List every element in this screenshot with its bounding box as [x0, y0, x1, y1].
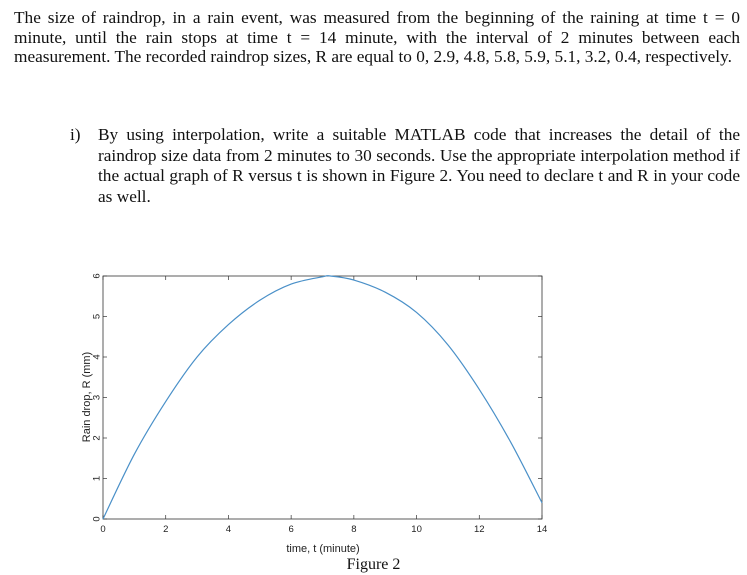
y-axis-label: Rain drop, R (mm) — [81, 351, 93, 443]
x-tick-label: 6 — [288, 524, 294, 535]
y-tick-label: 3 — [91, 394, 103, 401]
question-number: i) — [70, 125, 81, 144]
x-tick-label: 12 — [473, 524, 485, 535]
y-tick-label: 0 — [91, 516, 103, 522]
y-tick-label: 4 — [91, 354, 103, 360]
x-tick-label: 0 — [100, 524, 106, 535]
x-tick-label: 2 — [163, 524, 169, 535]
y-tick-label: 6 — [91, 273, 103, 279]
problem-statement: The size of raindrop, in a rain event, was measured from the beginning of the raining at time t = 0 minute, until the rain stops at time t = 14 minute, with the interval of 2 minutes between each measurement. The recorded raindrop sizes, R are equal to 0, 2.9, 4.8, 5.8, 5.9, 5.1, 3.2, 0.4, respectively. — [14, 8, 740, 67]
question-text: By using interpolation, write a suitable MATLAB code that increases the detail of the raindrop size data from 2 minutes to 30 seconds. Use the appropriate interpolation method if the actual graph of R versus t is shown in Figure 2. You need to declare t and R in your code as well. — [98, 125, 740, 206]
y-tick-label: 1 — [91, 475, 103, 482]
x-tick-label: 14 — [536, 524, 548, 535]
y-tick-label: 5 — [91, 313, 103, 320]
x-axis-label: time, t (minute) — [286, 543, 360, 555]
x-tick-label: 8 — [351, 524, 357, 535]
figure-caption: Figure 2 — [346, 556, 401, 573]
y-tick-label: 2 — [91, 435, 103, 441]
x-tick-label: 10 — [411, 524, 422, 535]
x-tick-label: 4 — [225, 524, 232, 535]
